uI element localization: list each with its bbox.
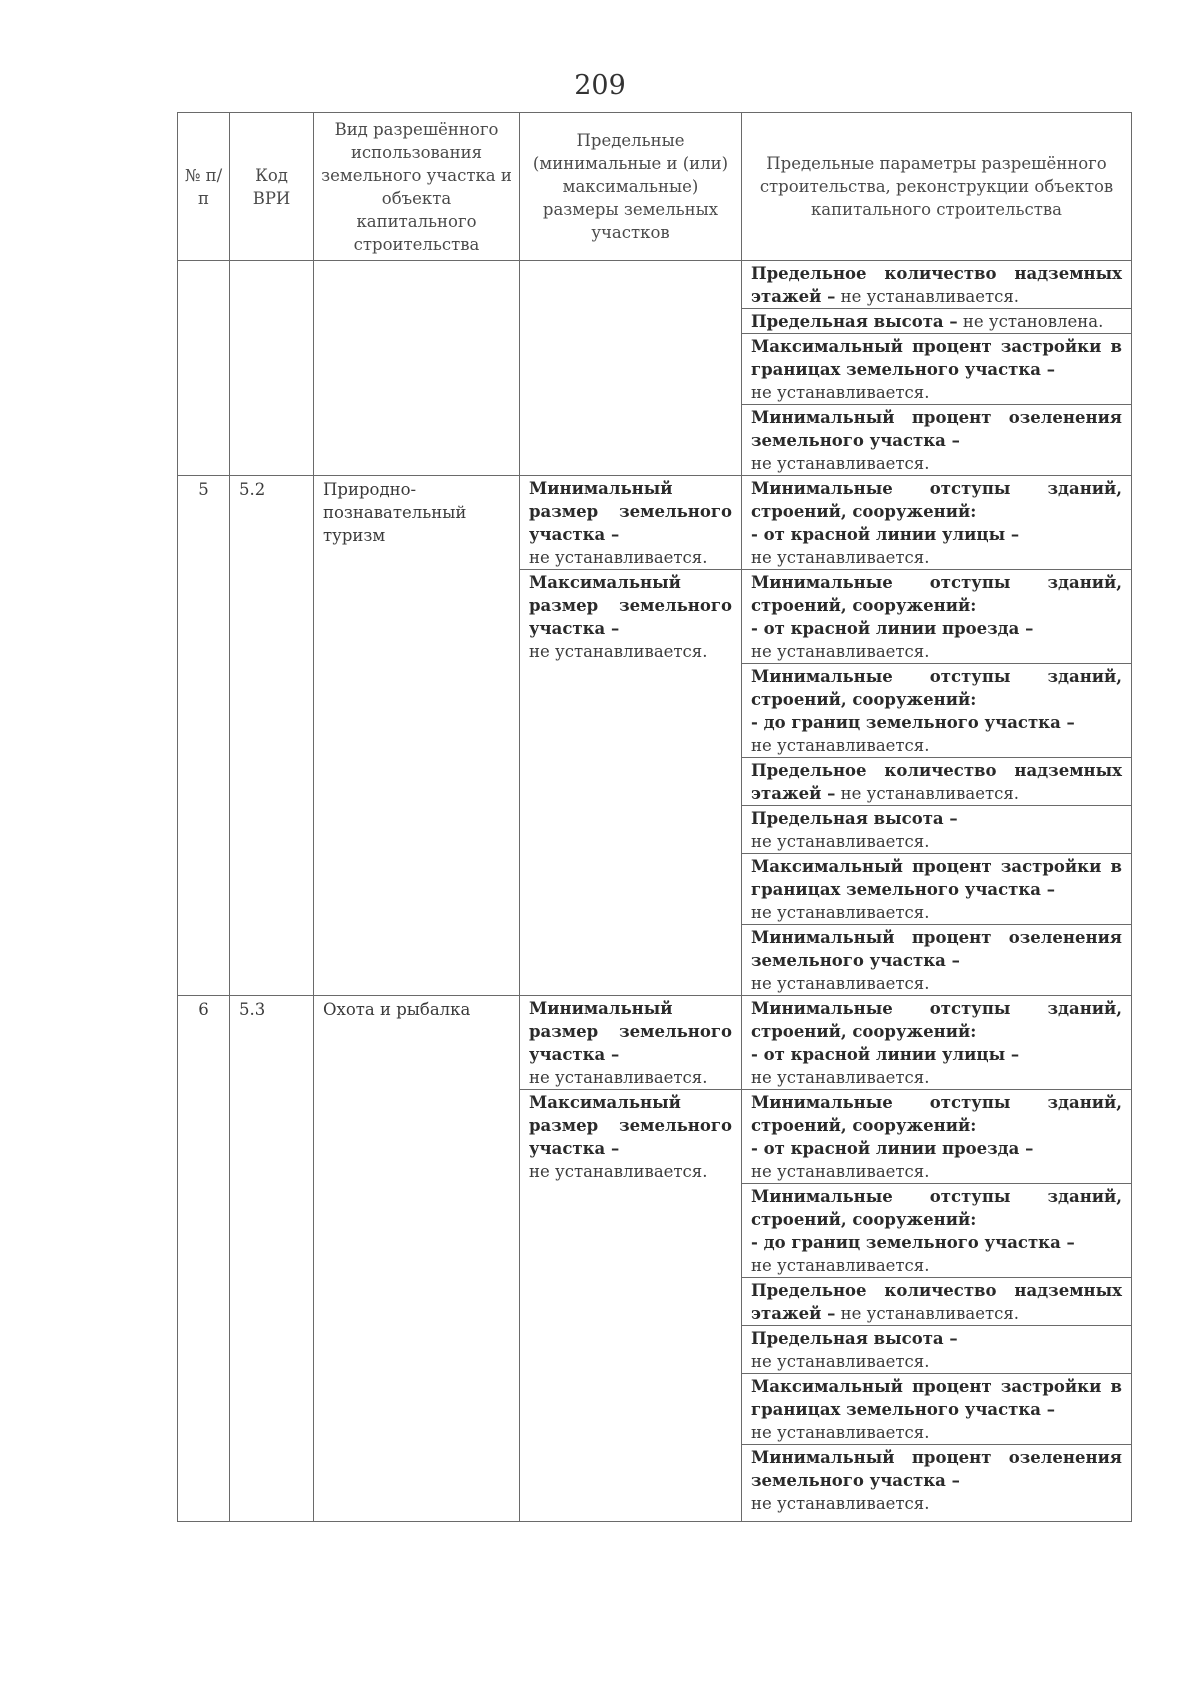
- name-cell: Природно-познавательный туризм: [314, 476, 520, 996]
- code-cell: 5.3: [230, 996, 314, 1522]
- table-row: [178, 476, 1132, 996]
- size-block: Минимальный размер земельного участка – не устанавливается.: [529, 999, 732, 1087]
- sizes-cell: [520, 261, 742, 476]
- regulations-table: [177, 112, 1132, 1522]
- param-block: Минимальный процент озеленения земельного участка – не устанавливается.: [742, 1444, 1131, 1521]
- size-block: Максимальный размер земельного участка – не устанавливается.: [520, 569, 741, 663]
- param-block: Минимальные отступы зданий, строений, сооружений: - от красной линии проезда – не устанавливается.: [742, 1089, 1131, 1183]
- param-block: Минимальные отступы зданий, строений, сооружений: - до границ земельного участка – не устанавливается.: [742, 663, 1131, 757]
- param-block: Минимальные отступы зданий, строений, сооружений: - от красной линии улицы – не устанавливается.: [751, 999, 1122, 1087]
- params-cell: [742, 261, 1132, 476]
- params-cell: [742, 476, 1132, 996]
- header-sizes: Предельные (минимальные и (или) максимальные) размеры земельных участков: [520, 113, 742, 261]
- param-block: Максимальный процент застройки в границах земельного участка – не устанавливается.: [742, 853, 1131, 924]
- param-block: Предельное количество надземных этажей – не устанавливается.: [742, 1277, 1131, 1325]
- params-cell: [742, 996, 1132, 1522]
- param-block: Минимальные отступы зданий, строений, сооружений: - до границ земельного участка – не устанавливается.: [742, 1183, 1131, 1277]
- sizes-cell: [520, 476, 742, 996]
- num-cell: [178, 261, 230, 476]
- header-num: № п/п: [178, 113, 230, 261]
- num-cell: 6: [178, 996, 230, 1522]
- sizes-cell: [520, 996, 742, 1522]
- param-block: Предельное количество надземных этажей – не устанавливается.: [742, 757, 1131, 805]
- param-block: Предельное количество надземных этажей – не устанавливается.: [751, 264, 1122, 306]
- size-block: Минимальный размер земельного участка – не устанавливается.: [529, 479, 732, 567]
- header-kind: Вид разрешённого использования земельного участка и объекта капитального строительства: [314, 113, 520, 261]
- name-cell: [314, 261, 520, 476]
- table-header-row: [178, 113, 1132, 261]
- param-block: Максимальный процент застройки в границах земельного участка – не устанавливается.: [742, 333, 1131, 404]
- table-row: [178, 996, 1132, 1522]
- continuation-row: [178, 261, 1132, 476]
- page-number: 209: [574, 70, 626, 101]
- param-block: Минимальный процент озеленения земельного участка – не устанавливается.: [742, 924, 1131, 995]
- num-cell: 5: [178, 476, 230, 996]
- header-params: Предельные параметры разрешённого строительства, реконструкции объектов капитального строительства: [742, 113, 1132, 261]
- param-block: Предельная высота – не установлена.: [742, 308, 1131, 333]
- param-block: Минимальные отступы зданий, строений, сооружений: - от красной линии улицы – не устанавливается.: [751, 479, 1122, 567]
- param-block: Максимальный процент застройки в границах земельного участка – не устанавливается.: [742, 1373, 1131, 1444]
- size-block: Максимальный размер земельного участка – не устанавливается.: [520, 1089, 741, 1183]
- header-code: Код ВРИ: [230, 113, 314, 261]
- param-block: Минимальный процент озеленения земельного участка – не устанавливается.: [742, 404, 1131, 475]
- param-block: Предельная высота – не устанавливается.: [742, 1325, 1131, 1373]
- param-block: Предельная высота – не устанавливается.: [742, 805, 1131, 853]
- param-block: Минимальные отступы зданий, строений, сооружений: - от красной линии проезда – не устанавливается.: [742, 569, 1131, 663]
- code-cell: 5.2: [230, 476, 314, 996]
- name-cell: Охота и рыбалка: [314, 996, 520, 1522]
- code-cell: [230, 261, 314, 476]
